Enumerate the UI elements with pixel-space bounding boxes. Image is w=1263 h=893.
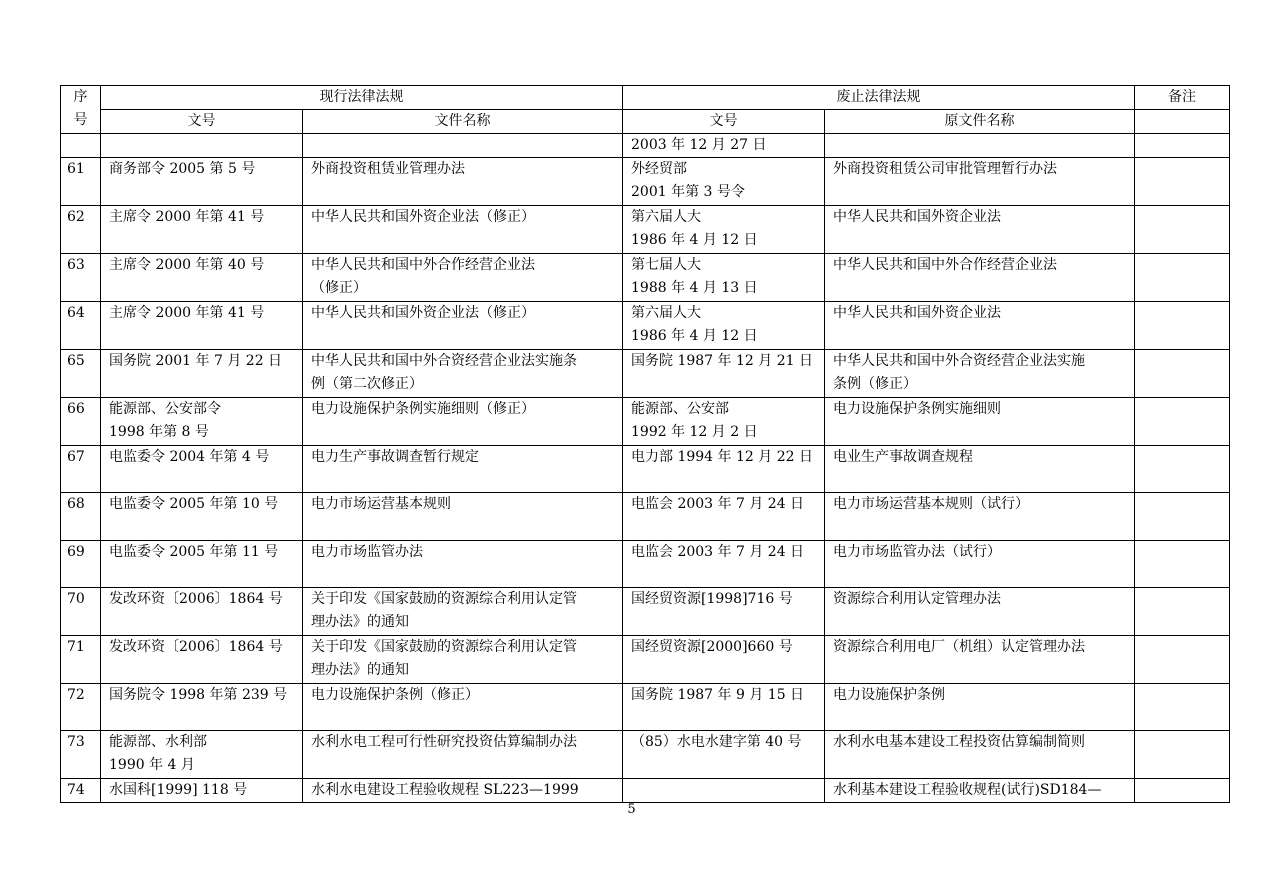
original-doc-name-cell: 资源综合利用认定管理办法 — [825, 588, 1135, 636]
repealed-doc-number-cell: 电监会 2003 年 7 月 24 日 — [623, 541, 825, 588]
table-row — [61, 636, 1230, 684]
remarks-cell — [1135, 206, 1230, 254]
current-doc-name-header: 文件名称 — [303, 110, 623, 134]
row-number-cell: 66 — [61, 398, 101, 446]
remarks-cell — [1135, 158, 1230, 206]
repealed-doc-number-cell: 电力部 1994 年 12 月 22 日 — [623, 446, 825, 493]
current-doc-number-cell: 国务院令 1998 年第 239 号 — [101, 684, 303, 731]
original-doc-name-cell: 电力设施保护条例实施细则 — [825, 398, 1135, 446]
row-number-cell: 70 — [61, 588, 101, 636]
table-row — [61, 541, 1230, 588]
original-doc-name-cell: 电力设施保护条例 — [825, 684, 1135, 731]
remarks-cell — [1135, 684, 1230, 731]
original-doc-name-cell: 资源综合利用电厂（机组）认定管理办法 — [825, 636, 1135, 684]
current-doc-name-cell: 中华人民共和国中外合作经营企业法 （修正） — [303, 254, 623, 302]
table-row — [61, 779, 1230, 803]
current-doc-number-cell: 水国科[1999] 118 号 — [101, 779, 303, 803]
row-number-cell: 62 — [61, 206, 101, 254]
current-doc-name-cell: 中华人民共和国外资企业法（修正） — [303, 206, 623, 254]
current-regulations-header: 现行法律法规 — [101, 86, 623, 110]
current-doc-name-cell — [303, 134, 623, 158]
current-doc-number-cell — [101, 134, 303, 158]
current-doc-number-cell: 商务部令 2005 第 5 号 — [101, 158, 303, 206]
row-number-cell: 64 — [61, 302, 101, 350]
remarks-cell — [1135, 541, 1230, 588]
current-doc-name-cell: 电力设施保护条例（修正） — [303, 684, 623, 731]
current-doc-name-cell: 电力设施保护条例实施细则（修正） — [303, 398, 623, 446]
remarks-cell — [1135, 446, 1230, 493]
repealed-doc-number-cell: 国经贸资源[1998]716 号 — [623, 588, 825, 636]
remarks-cell — [1135, 302, 1230, 350]
table-row — [61, 206, 1230, 254]
repealed-doc-number-cell: （85）水电水建字第 40 号 — [623, 731, 825, 779]
original-doc-name-cell: 中华人民共和国中外合资经营企业法实施 条例（修正） — [825, 350, 1135, 398]
current-doc-number-cell: 主席令 2000 年第 41 号 — [101, 302, 303, 350]
table-row — [61, 350, 1230, 398]
remarks-cell — [1135, 398, 1230, 446]
original-doc-name-cell: 中华人民共和国外资企业法 — [825, 302, 1135, 350]
current-doc-number-cell: 发改环资〔2006〕1864 号 — [101, 588, 303, 636]
current-doc-number-cell: 电监委令 2005 年第 10 号 — [101, 493, 303, 541]
repealed-regulations-header: 废止法律法规 — [623, 86, 1135, 110]
original-doc-name-cell: 水利水电基本建设工程投资估算编制简则 — [825, 731, 1135, 779]
remarks-cell — [1135, 350, 1230, 398]
repealed-doc-number-cell: 外经贸部 2001 年第 3 号令 — [623, 158, 825, 206]
remarks-header: 备注 — [1135, 86, 1230, 110]
repealed-doc-number-header: 文号 — [623, 110, 825, 134]
current-doc-name-cell: 中华人民共和国外资企业法（修正） — [303, 302, 623, 350]
row-number-cell: 65 — [61, 350, 101, 398]
table-row — [61, 254, 1230, 302]
row-number-cell: 63 — [61, 254, 101, 302]
original-doc-name-header: 原文件名称 — [825, 110, 1135, 134]
repealed-doc-number-cell: 国务院 1987 年 9 月 15 日 — [623, 684, 825, 731]
current-doc-number-cell: 主席令 2000 年第 41 号 — [101, 206, 303, 254]
table-row — [61, 158, 1230, 206]
current-doc-number-cell: 主席令 2000 年第 40 号 — [101, 254, 303, 302]
repealed-doc-number-cell: 第七届人大 1988 年 4 月 13 日 — [623, 254, 825, 302]
remarks-subheader — [1135, 110, 1230, 134]
original-doc-name-cell: 中华人民共和国中外合作经营企业法 — [825, 254, 1135, 302]
original-doc-name-cell: 中华人民共和国外资企业法 — [825, 206, 1135, 254]
current-doc-number-cell: 发改环资〔2006〕1864 号 — [101, 636, 303, 684]
table-row — [61, 684, 1230, 731]
row-number-cell: 73 — [61, 731, 101, 779]
row-number-cell: 68 — [61, 493, 101, 541]
original-doc-name-cell: 电业生产事故调查规程 — [825, 446, 1135, 493]
current-doc-number-cell: 电监委令 2004 年第 4 号 — [101, 446, 303, 493]
table-body — [61, 134, 1230, 803]
row-number-cell: 69 — [61, 541, 101, 588]
regulations-table — [60, 85, 1230, 803]
current-doc-number-cell: 能源部、公安部令 1998 年第 8 号 — [101, 398, 303, 446]
row-number-cell: 74 — [61, 779, 101, 803]
current-doc-number-cell: 能源部、水利部 1990 年 4 月 — [101, 731, 303, 779]
remarks-cell — [1135, 493, 1230, 541]
row-number-cell: 67 — [61, 446, 101, 493]
table-row — [61, 588, 1230, 636]
remarks-cell — [1135, 636, 1230, 684]
original-doc-name-cell: 电力市场监管办法（试行） — [825, 541, 1135, 588]
repealed-doc-number-cell: 2003 年 12 月 27 日 — [623, 134, 825, 158]
remarks-cell — [1135, 254, 1230, 302]
row-number-cell: 71 — [61, 636, 101, 684]
table-row — [61, 302, 1230, 350]
repealed-doc-number-cell: 能源部、公安部 1992 年 12 月 2 日 — [623, 398, 825, 446]
table-row — [61, 446, 1230, 493]
current-doc-name-cell: 电力市场监管办法 — [303, 541, 623, 588]
original-doc-name-cell: 水利基本建设工程验收规程(试行)SD184— — [825, 779, 1135, 803]
repealed-doc-number-cell: 电监会 2003 年 7 月 24 日 — [623, 493, 825, 541]
current-doc-name-cell: 电力市场运营基本规则 — [303, 493, 623, 541]
current-doc-name-cell: 水利水电建设工程验收规程 SL223—1999 — [303, 779, 623, 803]
current-doc-number-header: 文号 — [101, 110, 303, 134]
remarks-cell — [1135, 779, 1230, 803]
original-doc-name-cell: 电力市场运营基本规则（试行） — [825, 493, 1135, 541]
current-doc-name-cell: 水利水电工程可行性研究投资估算编制办法 — [303, 731, 623, 779]
repealed-doc-number-cell — [623, 779, 825, 803]
row-number-cell — [61, 134, 101, 158]
current-doc-number-cell: 国务院 2001 年 7 月 22 日 — [101, 350, 303, 398]
current-doc-number-cell: 电监委令 2005 年第 11 号 — [101, 541, 303, 588]
table-row — [61, 134, 1230, 158]
sequence-header: 序 号 — [61, 86, 101, 134]
repealed-doc-number-cell: 国经贸资源[2000]660 号 — [623, 636, 825, 684]
current-doc-name-cell: 外商投资租赁业管理办法 — [303, 158, 623, 206]
repealed-doc-number-cell: 国务院 1987 年 12 月 21 日 — [623, 350, 825, 398]
current-doc-name-cell: 关于印发《国家鼓励的资源综合利用认定管 理办法》的通知 — [303, 588, 623, 636]
row-number-cell: 61 — [61, 158, 101, 206]
page-number: 5 — [627, 802, 636, 817]
current-doc-name-cell: 电力生产事故调查暂行规定 — [303, 446, 623, 493]
row-number-cell: 72 — [61, 684, 101, 731]
table-row — [61, 731, 1230, 779]
repealed-doc-number-cell: 第六届人大 1986 年 4 月 12 日 — [623, 206, 825, 254]
table-row — [61, 398, 1230, 446]
original-doc-name-cell: 外商投资租赁公司审批管理暂行办法 — [825, 158, 1135, 206]
repealed-doc-number-cell: 第六届人大 1986 年 4 月 12 日 — [623, 302, 825, 350]
table-row — [61, 493, 1230, 541]
remarks-cell — [1135, 731, 1230, 779]
current-doc-name-cell: 中华人民共和国中外合资经营企业法实施条 例（第二次修正） — [303, 350, 623, 398]
remarks-cell — [1135, 134, 1230, 158]
original-doc-name-cell — [825, 134, 1135, 158]
current-doc-name-cell: 关于印发《国家鼓励的资源综合利用认定管 理办法》的通知 — [303, 636, 623, 684]
remarks-cell — [1135, 588, 1230, 636]
